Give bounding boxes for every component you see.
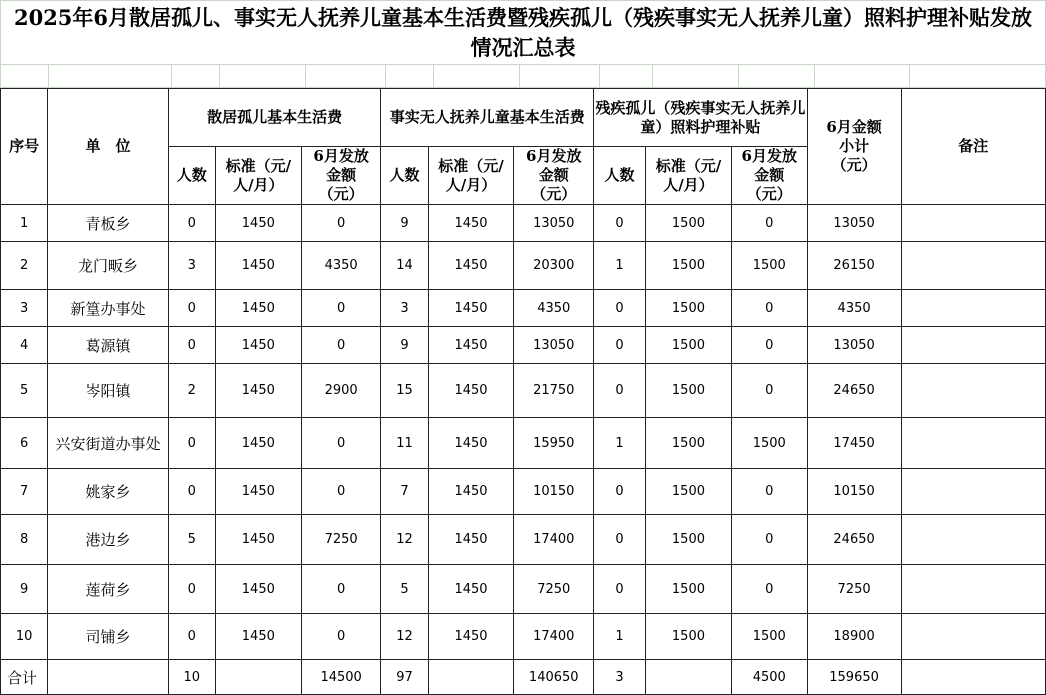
cell-total[interactable]: 17450 [807, 418, 901, 469]
cell-count-3[interactable]: 0 [594, 327, 646, 364]
header-count-3: 人数 [594, 147, 646, 205]
cell-standard-3[interactable]: 1500 [646, 515, 732, 565]
table-row [1, 290, 1046, 327]
cell-total[interactable]: 4350 [807, 290, 901, 327]
table-row [1, 242, 1046, 290]
cell-amount-2[interactable]: 7250 [514, 565, 594, 614]
cell-unit[interactable] [48, 660, 168, 695]
cell-remark[interactable] [901, 418, 1045, 469]
cell-total[interactable]: 18900 [807, 614, 901, 660]
cell-seq[interactable]: 6 [1, 418, 48, 469]
cell-seq[interactable]: 1 [1, 205, 48, 242]
cell-count-2[interactable]: 9 [381, 205, 428, 242]
cell-count-3[interactable]: 0 [594, 205, 646, 242]
cell-standard-1[interactable]: 1450 [215, 515, 301, 565]
cell-amount-2[interactable]: 17400 [514, 515, 594, 565]
cell-count-2[interactable]: 11 [381, 418, 428, 469]
cell-unit[interactable]: 莲荷乡 [48, 565, 168, 614]
cell-amount-1[interactable]: 0 [301, 565, 381, 614]
cell-count-2[interactable]: 12 [381, 515, 428, 565]
cell-amount-1[interactable]: 0 [301, 469, 381, 515]
cell-amount-3[interactable]: 0 [731, 290, 807, 327]
cell-standard-1[interactable]: 1450 [215, 614, 301, 660]
cell-count-1[interactable]: 2 [168, 364, 215, 418]
cell-standard-2[interactable]: 1450 [428, 418, 514, 469]
table-row [1, 205, 1046, 242]
cell-count-3[interactable]: 0 [594, 469, 646, 515]
cell-amount-1[interactable]: 2900 [301, 364, 381, 418]
cell-remark[interactable] [901, 242, 1045, 290]
header-amount-2 [514, 147, 594, 205]
cell-amount-3[interactable]: 1500 [731, 242, 807, 290]
cell-amount-3[interactable]: 0 [731, 327, 807, 364]
table-row [1, 418, 1046, 469]
cell-standard-1[interactable]: 1450 [215, 290, 301, 327]
table-row [1, 565, 1046, 614]
cell-count-3[interactable]: 0 [594, 364, 646, 418]
cell-standard-1[interactable]: 1450 [215, 565, 301, 614]
cell-standard-2[interactable]: 1450 [428, 565, 514, 614]
cell-count-2[interactable]: 3 [381, 290, 428, 327]
cell-unit[interactable]: 岑阳镇 [48, 364, 168, 418]
cell-total[interactable]: 26150 [807, 242, 901, 290]
cell-count-1[interactable]: 0 [168, 205, 215, 242]
cell-amount-3[interactable]: 1500 [731, 418, 807, 469]
table-row [1, 469, 1046, 515]
cell-count-1[interactable]: 0 [168, 565, 215, 614]
header-standard-2 [428, 147, 514, 205]
cell-amount-2[interactable]: 17400 [514, 614, 594, 660]
header-amount-3-text: 6月发放金额（元） [741, 147, 797, 203]
header-unit: 单 位 [48, 89, 168, 205]
cell-seq[interactable]: 2 [1, 242, 48, 290]
summary-table [0, 88, 1046, 695]
cell-total[interactable]: 24650 [807, 515, 901, 565]
totals-row [1, 660, 1046, 695]
cell-remark[interactable] [901, 469, 1045, 515]
header-standard-3-text: 标准（元/人/月） [655, 156, 722, 194]
header-standard-3 [646, 147, 732, 205]
cell-total[interactable]: 7250 [807, 565, 901, 614]
cell-amount-1[interactable]: 0 [301, 418, 381, 469]
cell-amount-1[interactable]: 14500 [301, 660, 381, 695]
cell-count-1[interactable]: 10 [168, 660, 215, 695]
cell-total[interactable]: 10150 [807, 469, 901, 515]
cell-amount-1[interactable]: 0 [301, 614, 381, 660]
cell-standard-3[interactable]: 1500 [646, 364, 732, 418]
cell-unit[interactable]: 姚家乡 [48, 469, 168, 515]
header-standard-2-text: 标准（元/人/月） [438, 156, 504, 194]
cell-standard-2[interactable]: 1450 [428, 515, 514, 565]
cell-unit[interactable]: 港边乡 [48, 515, 168, 565]
cell-remark[interactable] [901, 515, 1045, 565]
sheet-title [0, 0, 1046, 64]
cell-total[interactable]: 24650 [807, 364, 901, 418]
cell-total[interactable]: 13050 [807, 327, 901, 364]
cell-amount-2[interactable]: 21750 [514, 364, 594, 418]
cell-amount-3[interactable]: 0 [731, 565, 807, 614]
cell-amount-1[interactable]: 0 [301, 327, 381, 364]
cell-total[interactable]: 159650 [807, 660, 901, 695]
header-count-2: 人数 [381, 147, 428, 205]
header-row-1 [1, 89, 1046, 147]
cell-remark[interactable] [901, 205, 1045, 242]
cell-seq[interactable]: 10 [1, 614, 48, 660]
header-standard-1 [215, 147, 301, 205]
cell-unit[interactable]: 司铺乡 [48, 614, 168, 660]
cell-count-2[interactable]: 7 [381, 469, 428, 515]
cell-count-2[interactable]: 12 [381, 614, 428, 660]
cell-amount-1[interactable]: 0 [301, 205, 381, 242]
cell-amount-2[interactable]: 13050 [514, 327, 594, 364]
cell-amount-2[interactable]: 13050 [514, 205, 594, 242]
cell-standard-3[interactable]: 1500 [646, 290, 732, 327]
cell-standard-1[interactable]: 1450 [215, 327, 301, 364]
header-subtotal-text: 6月金额小计（元） [826, 118, 882, 174]
cell-standard-2[interactable]: 1450 [428, 614, 514, 660]
cell-count-1[interactable]: 0 [168, 327, 215, 364]
table-row [1, 364, 1046, 418]
cell-unit[interactable]: 兴安街道办事处 [48, 418, 168, 469]
header-amount-1 [301, 147, 381, 205]
cell-amount-3[interactable]: 1500 [731, 614, 807, 660]
table-row [1, 515, 1046, 565]
cell-count-1[interactable]: 3 [168, 242, 215, 290]
header-orphan-living: 散居孤儿基本生活费 [168, 89, 381, 147]
cell-count-3[interactable]: 0 [594, 290, 646, 327]
cell-remark[interactable] [901, 290, 1045, 327]
cell-amount-2[interactable]: 10150 [514, 469, 594, 515]
header-standard-1-text: 标准（元/人/月） [225, 156, 292, 194]
cell-unit[interactable]: 葛源镇 [48, 327, 168, 364]
cell-amount-2[interactable]: 20300 [514, 242, 594, 290]
cell-amount-2[interactable]: 15950 [514, 418, 594, 469]
cell-remark[interactable] [901, 614, 1045, 660]
cell-count-1[interactable]: 0 [168, 469, 215, 515]
cell-standard-3[interactable]: 1500 [646, 418, 732, 469]
cell-remark[interactable] [901, 565, 1045, 614]
cell-count-3[interactable]: 1 [594, 614, 646, 660]
cell-standard-3[interactable]: 1500 [646, 327, 732, 364]
table-row [1, 327, 1046, 364]
cell-amount-2[interactable]: 4350 [514, 290, 594, 327]
cell-amount-3[interactable]: 0 [731, 469, 807, 515]
cell-amount-2[interactable]: 140650 [514, 660, 594, 695]
header-disabled-care: 残疾孤儿（残疾事实无人抚养儿童）照料护理补贴 [594, 89, 808, 147]
cell-count-3[interactable]: 1 [594, 242, 646, 290]
cell-standard-3[interactable] [646, 660, 732, 695]
header-amount-2-text: 6月发放金额（元） [526, 147, 582, 203]
header-subtotal [807, 89, 901, 205]
table-row [1, 614, 1046, 660]
header-seq: 序号 [1, 89, 48, 205]
cell-count-2[interactable]: 14 [381, 242, 428, 290]
cell-count-3[interactable]: 0 [594, 565, 646, 614]
cell-standard-3[interactable]: 1500 [646, 469, 732, 515]
header-count-1: 人数 [168, 147, 215, 205]
cell-count-3[interactable]: 3 [594, 660, 646, 695]
cell-seq[interactable]: 3 [1, 290, 48, 327]
cell-standard-2[interactable]: 1450 [428, 242, 514, 290]
cell-standard-2[interactable]: 1450 [428, 364, 514, 418]
cell-standard-3[interactable]: 1500 [646, 614, 732, 660]
cell-standard-1[interactable] [215, 660, 301, 695]
cell-amount-3[interactable]: 0 [731, 205, 807, 242]
cell-standard-1[interactable]: 1450 [215, 242, 301, 290]
cell-remark[interactable] [901, 327, 1045, 364]
cell-unit[interactable]: 新篁办事处 [48, 290, 168, 327]
cell-seq[interactable]: 8 [1, 515, 48, 565]
cell-total[interactable]: 13050 [807, 205, 901, 242]
cell-standard-1[interactable]: 1450 [215, 469, 301, 515]
cell-count-1[interactable]: 5 [168, 515, 215, 565]
header-unsupported-living: 事实无人抚养儿童基本生活费 [381, 89, 594, 147]
cell-count-1[interactable]: 0 [168, 614, 215, 660]
cell-standard-2[interactable]: 1450 [428, 327, 514, 364]
cell-standard-2[interactable]: 1450 [428, 469, 514, 515]
cell-standard-2[interactable] [428, 660, 514, 695]
cell-unit[interactable]: 龙门畈乡 [48, 242, 168, 290]
cell-seq[interactable]: 5 [1, 364, 48, 418]
header-amount-1-text: 6月发放金额（元） [313, 147, 369, 203]
empty-grid-row [0, 64, 1046, 88]
cell-remark[interactable] [901, 660, 1045, 695]
cell-standard-2[interactable]: 1450 [428, 205, 514, 242]
cell-amount-3[interactable]: 0 [731, 364, 807, 418]
cell-count-2[interactable]: 5 [381, 565, 428, 614]
sheet-title-text: 2025年6月散居孤儿、事实无人抚养儿童基本生活费暨残疾孤儿（残疾事实无人抚养儿童）照料护理补贴发放情况汇总表 [13, 4, 1033, 60]
cell-unit[interactable]: 青板乡 [48, 205, 168, 242]
cell-standard-1[interactable]: 1450 [215, 364, 301, 418]
cell-amount-1[interactable]: 7250 [301, 515, 381, 565]
cell-count-1[interactable]: 0 [168, 418, 215, 469]
cell-seq[interactable]: 9 [1, 565, 48, 614]
cell-count-2[interactable]: 15 [381, 364, 428, 418]
cell-total-label[interactable]: 合计 [1, 660, 48, 695]
cell-amount-1[interactable]: 0 [301, 290, 381, 327]
header-amount-3 [731, 147, 807, 205]
cell-count-1[interactable]: 0 [168, 290, 215, 327]
cell-amount-3[interactable]: 0 [731, 515, 807, 565]
cell-standard-3[interactable]: 1500 [646, 205, 732, 242]
cell-standard-1[interactable]: 1450 [215, 418, 301, 469]
cell-amount-3[interactable]: 4500 [731, 660, 807, 695]
cell-count-2[interactable]: 97 [381, 660, 428, 695]
cell-standard-3[interactable]: 1500 [646, 565, 732, 614]
cell-count-3[interactable]: 0 [594, 515, 646, 565]
cell-standard-2[interactable]: 1450 [428, 290, 514, 327]
cell-seq[interactable]: 4 [1, 327, 48, 364]
header-remark: 备注 [901, 89, 1045, 205]
cell-amount-1[interactable]: 4350 [301, 242, 381, 290]
cell-count-3[interactable]: 1 [594, 418, 646, 469]
cell-seq[interactable]: 7 [1, 469, 48, 515]
cell-remark[interactable] [901, 364, 1045, 418]
cell-standard-3[interactable]: 1500 [646, 242, 732, 290]
cell-count-2[interactable]: 9 [381, 327, 428, 364]
cell-standard-1[interactable]: 1450 [215, 205, 301, 242]
